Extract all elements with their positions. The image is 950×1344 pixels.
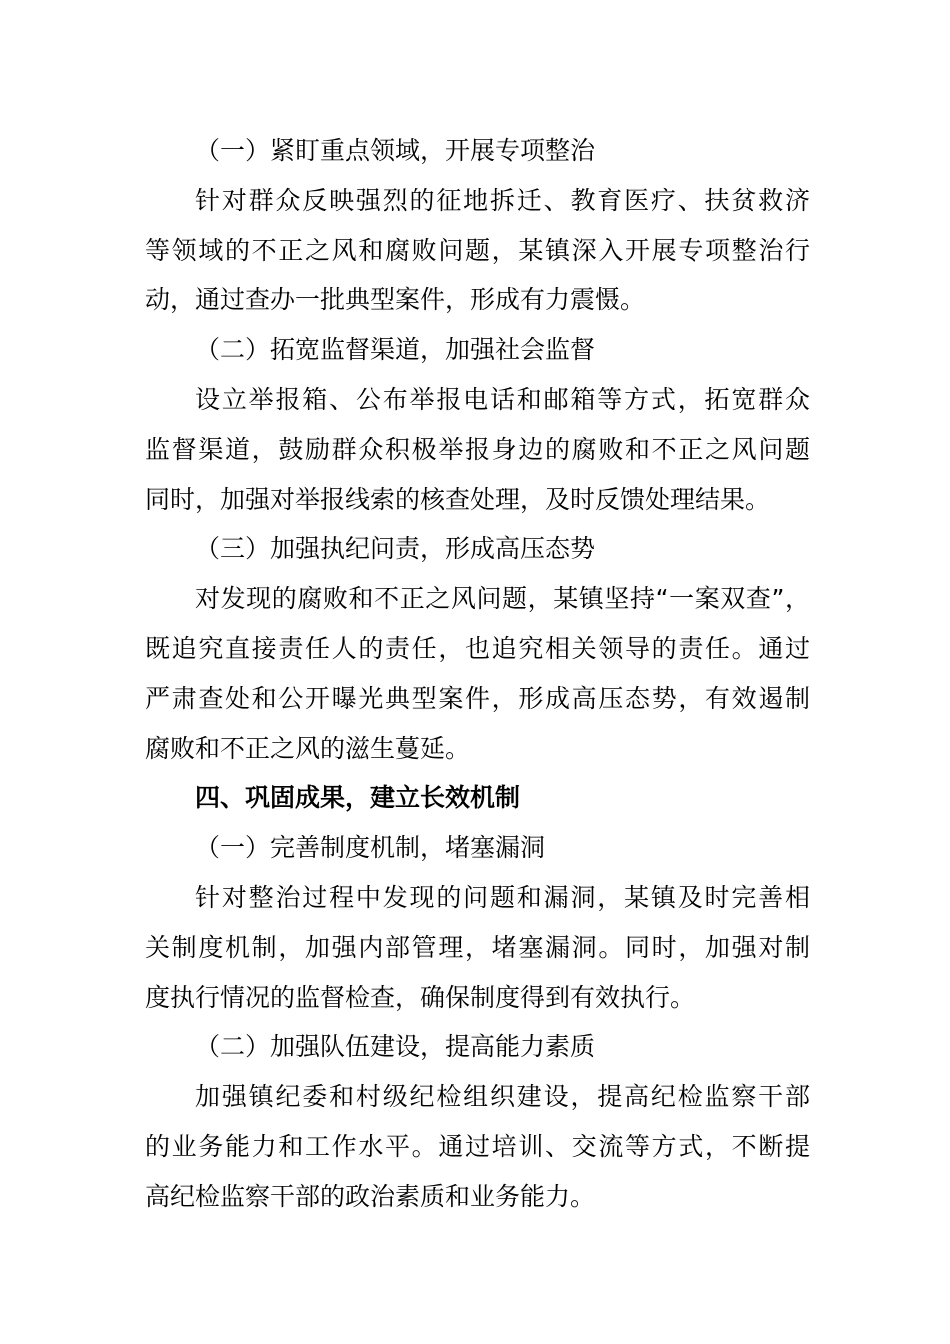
paragraph-line: 等领域的不正之风和腐败问题，某镇深入开展专项整治行 [145,235,810,265]
subsection-heading-1-1: （一）紧盯重点领域，开展专项整治 [195,136,596,165]
paragraph-line: 加强镇纪委和村级纪检组织建设，提高纪检监察干部 [195,1082,810,1112]
document-body [145,126,810,1222]
paragraph-line: 对发现的腐败和不正之风问题，某镇坚持“一案双查”， [195,584,810,614]
paragraph-line: 针对群众反映强烈的征地拆迁、教育医疗、扶贫救济 [195,185,810,215]
subsection-heading-4-1: （一）完善制度机制，堵塞漏洞 [195,833,546,863]
paragraph-line: 针对整治过程中发现的问题和漏洞，某镇及时完善相 [195,882,810,912]
paragraph-line: 既追究直接责任人的责任，也追究相关领导的责任。通过 [145,633,810,663]
paragraph-line: 关制度机制，加强内部管理，堵塞漏洞。同时，加强对制 [145,932,810,962]
paragraph-line: 动，通过查办一批典型案件，形成有力震慑。 [145,285,646,315]
subsection-heading-4-2: （二）加强队伍建设，提高能力素质 [195,1032,596,1062]
paragraph-line: 的业务能力和工作水平。通过培训、交流等方式，不断提 [145,1131,810,1161]
paragraph-line: 同时，加强对举报线索的核查处理，及时反馈处理结果。 [145,484,771,514]
subsection-heading-1-2: （二）拓宽监督渠道，加强社会监督 [195,335,596,365]
paragraph-line: 严肃查处和公开曝光典型案件，形成高压态势，有效遏制 [145,683,810,713]
paragraph-line: 度执行情况的监督检查，确保制度得到有效执行。 [145,982,696,1012]
paragraph-line: 设立举报箱、公布举报电话和邮箱等方式，拓宽群众 [195,384,810,414]
subsection-heading-1-3: （三）加强执纪问责，形成高压态势 [195,534,596,564]
section-heading-4: 四、巩固成果，建立长效机制 [195,783,521,813]
paragraph-line: 腐败和不正之风的滋生蔓延。 [145,733,471,763]
paragraph-line: 高纪检监察干部的政治素质和业务能力。 [145,1181,596,1211]
paragraph-line: 监督渠道，鼓励群众积极举报身边的腐败和不正之风问题 [145,434,810,464]
